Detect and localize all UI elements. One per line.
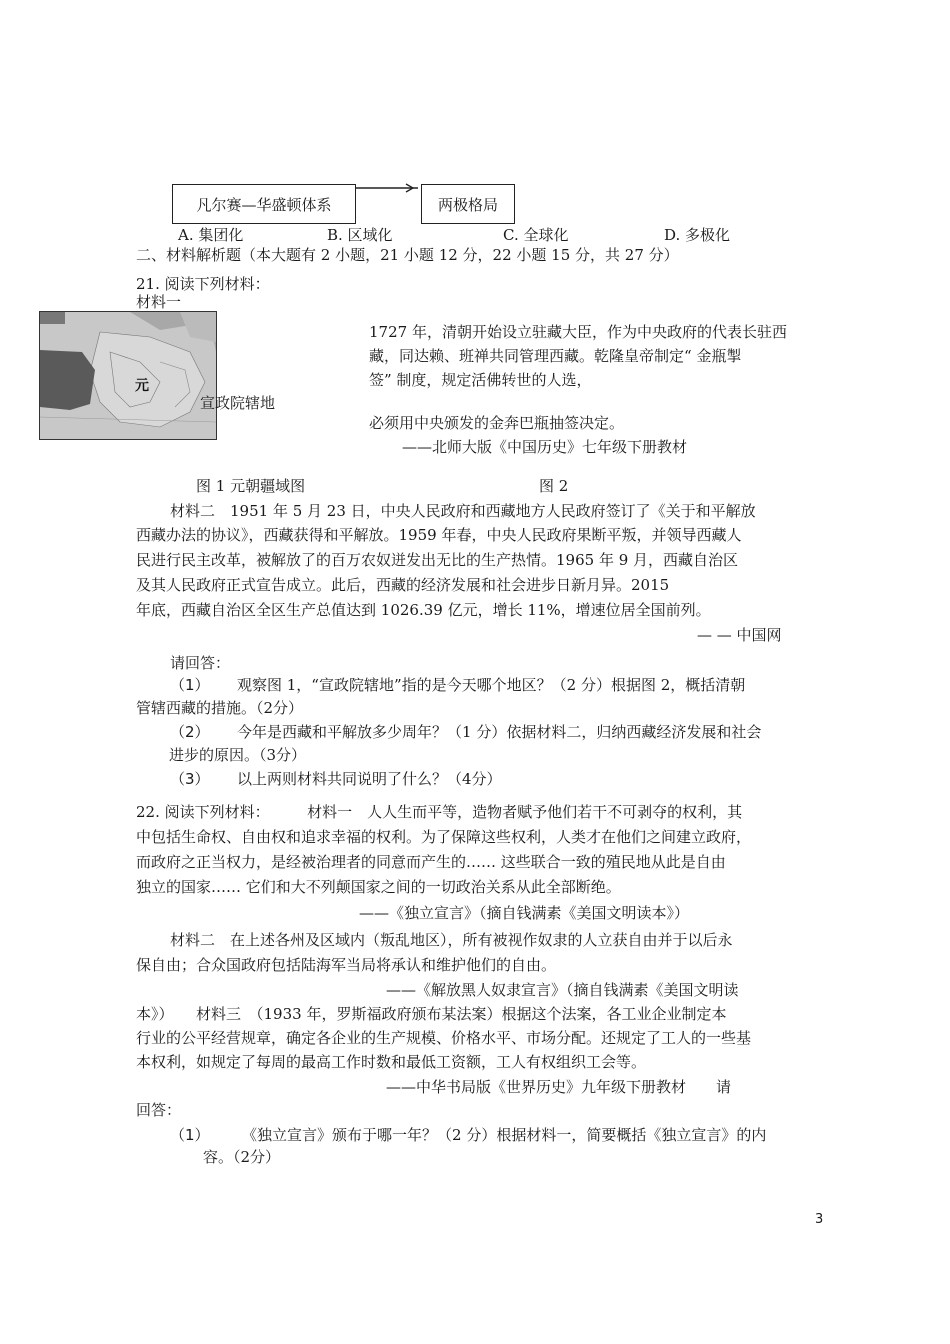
material2-source: — — 中国网	[697, 626, 782, 644]
bipolar-box	[421, 184, 515, 224]
q22-line-2: 中包括生命权、自由权和追求幸福的权利。为了保障这些权利，人类才在他们之间建立政府，	[136, 828, 752, 846]
page-number: 3	[815, 1212, 824, 1227]
q22-source-2: ——《解放黑人奴隶宣言》（摘自钱满素《美国文明读	[386, 981, 739, 999]
q22-sub1-num: （1）	[170, 1126, 210, 1144]
q22-line-3: 而政府之正当权力，是经被治理者的同意而产生的…… 这些联合一致的殖民地从此是自由	[136, 853, 726, 871]
map-graphic	[40, 312, 216, 439]
q21-sub2-line-b: 进步的原因。（3分）	[169, 746, 307, 764]
xuanzheng-label: 宣政院辖地	[200, 394, 276, 412]
material2-line-4: 及其人民政府正式宣告成立。此后，西藏的经济发展和社会进步日新月异。2015	[136, 576, 670, 594]
q22-material3-line-1: 本》） 材料三 （1933 年，罗斯福政府颁布某法案）根据这个法案，各工业企业制定本	[136, 1005, 727, 1023]
q22-sub1-line-a: 《独立宣言》颁布于哪一年？（2 分）根据材料一，简要概括《独立宣言》的内	[242, 1126, 767, 1144]
box-right-label: 两极格局	[437, 195, 498, 214]
map-char-yuan: 元	[135, 378, 149, 394]
material2-line-5: 年底，西藏自治区全区生产总值达到 1026.39 亿元，增长 11%，增速位居全国前列。	[136, 601, 711, 619]
q22-source-1: ——《独立宣言》（摘自钱满素《美国文明读本》）	[359, 904, 690, 922]
q21-intro: 21. 阅读下列材料：	[136, 275, 270, 293]
option-c: C. 全球化	[503, 226, 569, 244]
q21-sub1-line-a: 观察图 1，“宣政院辖地”指的是今天哪个地区？（2 分）根据图 2，概括清朝	[237, 676, 746, 694]
q21-sub2-num: （2）	[170, 723, 210, 741]
q22-material2-line-2: 保自由；合众国政府包括陆海军当局将承认和维护他们的自由。	[136, 956, 557, 974]
q21-source-1: ——北师大版《中国历史》七年级下册教材	[402, 438, 688, 456]
figure1-caption: 图 1 元朝疆域图	[196, 477, 306, 495]
section-heading: 二、材料解析题（本大题有 2 小题，21 小题 12 分，22 小题 15 分，共 27 分）	[136, 246, 679, 264]
box-left-label: 凡尔赛—华盛顿体系	[196, 195, 332, 214]
q22-line-4: 独立的国家…… 它们和大不列颠国家之间的一切政治关系从此全部断绝。	[136, 878, 621, 896]
q22-sub1-line-b: 容。（2分）	[203, 1148, 281, 1166]
material2-line-3: 民进行民主改革，被解放了的百万农奴迸发出无比的生产热情。1965 年 9 月，西藏自治区	[136, 551, 739, 569]
q22-answer-label: 回答：	[136, 1101, 182, 1119]
q21-sub3-line-a: 以上两则材料共同说明了什么？（4分）	[237, 770, 502, 788]
q21-sub2-line-a: 今年是西藏和平解放多少周年？（1 分）依据材料二，归纳西藏经济发展和社会	[237, 723, 762, 741]
q22-material2-line-1: 材料二 在上述各州及区域内（叛乱地区），所有被视作奴隶的人立获自由并于以后永	[170, 931, 733, 949]
q21-text-line-3: 签” 制度，规定活佛转世的人选，	[369, 371, 592, 389]
option-d: D. 多极化	[664, 226, 731, 244]
figure2-caption: 图 2	[539, 477, 569, 495]
q21-sub3-num: （3）	[170, 770, 210, 788]
option-a: A. 集团化	[178, 226, 244, 244]
q21-text-line-4: 必须用中央颁发的金奔巴瓶抽签决定。	[369, 414, 625, 432]
q22-source-3: ——中华书局版《世界历史》九年级下册教材 请	[386, 1078, 732, 1096]
q21-material1-label: 材料一	[136, 293, 182, 311]
q21-sub1-line-b: 管辖西藏的措施。（2分）	[136, 699, 304, 717]
q21-text-line-2: 藏，同达赖、班禅共同管理西藏。乾隆皇帝制定“ 金瓶掣	[369, 347, 742, 365]
yuan-territory-map	[39, 311, 217, 440]
q22-material3-line-2: 行业的公平经营规章，确定各企业的生产规模、价格水平、市场分配。还规定了工人的一些基	[136, 1029, 752, 1047]
material2-line-1: 材料二 1951 年 5 月 23 日，中央人民政府和西藏地方人民政府签订了《关于和平解放	[170, 502, 756, 520]
transition-arrow	[356, 182, 422, 196]
q22-line-1: 22. 阅读下列材料： 材料一 人人生而平等，造物者赋予他们若干不可剥夺的权利，其	[136, 803, 743, 821]
q21-sub1-num: （1）	[170, 676, 210, 694]
q21-text-line-1: 1727 年，清朝开始设立驻藏大臣，作为中央政府的代表长驻西	[369, 323, 787, 341]
q22-material3-line-3: 本权利，如规定了每周的最高工作时数和最低工资额，工人有权组织工会等。	[136, 1053, 647, 1071]
material2-line-2: 西藏办法的协议》，西藏获得和平解放。1959 年春，中央人民政府果断平叛，并领导西藏人	[136, 526, 742, 544]
q21-ask: 请回答：	[170, 654, 231, 672]
versailles-washington-box	[172, 184, 356, 224]
option-b: B. 区域化	[327, 226, 393, 244]
